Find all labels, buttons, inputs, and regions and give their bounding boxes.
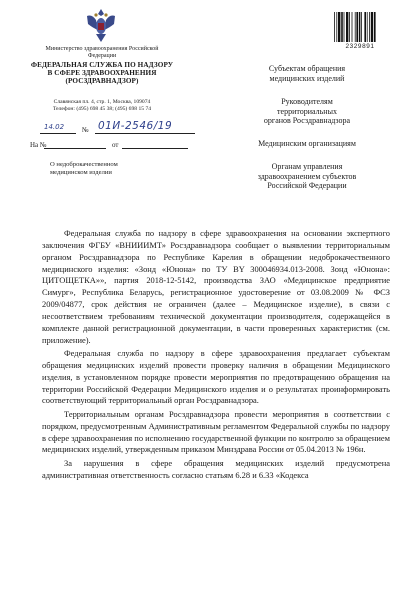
addressee-line: Медицинским организациям xyxy=(258,139,356,148)
from-label: от xyxy=(112,141,119,149)
address xyxy=(30,99,174,113)
registration-date: 14.02 xyxy=(44,123,65,131)
addressee-line: территориальных xyxy=(277,106,337,116)
on-no-underline xyxy=(44,148,106,149)
addressee-line: органов Росздравнадзора xyxy=(263,116,351,126)
addressee xyxy=(232,139,382,149)
body-paragraph: Федеральная служба по надзору в сфере здравоохранения предлагает субъектам обращения медицинских изделий провести проверку наличия в обращении Медицинского изделия, в установленном порядке провести мероприятия по предотвращению обращения на территории Российской Федерации Медицинского изделия и о результатах проинформировать соответствующий территориальный орган Росздравнадзора. xyxy=(42,348,390,406)
ministry-name: Министерство здравоохранения Российской Федерации xyxy=(45,46,159,59)
letter-body xyxy=(42,228,390,483)
addressee xyxy=(232,97,382,126)
address-line: Славянская пл. 4, стр. 1, Москва, 109074 xyxy=(53,99,151,105)
body-paragraph: Территориальным органам Росздравнадзора провести мероприятия в соответствии с порядком, предусмотренным Административным регламентом Федеральной службы по надзору в сфере здравоохранения по исполнению государственной функции по контролю за обращением медицинских изделий, утвержденным приказом Минздрава России от 05.04.2013 № 196н. xyxy=(42,408,390,455)
number-underline xyxy=(95,133,195,134)
addressee xyxy=(232,64,382,83)
addressee-line: здравоохранением субъектов xyxy=(257,171,357,181)
service-name-line: В СФЕРЕ ЗДРАВООХРАНЕНИЯ xyxy=(47,69,157,78)
addressee-line: Руководителям xyxy=(281,97,333,106)
date-underline xyxy=(40,133,76,134)
barcode-number: 2329891 xyxy=(345,43,375,50)
addressee-line: Органам управления xyxy=(271,162,343,171)
service-name xyxy=(30,61,174,86)
service-name-line: (РОСЗДРАВНАДЗОР) xyxy=(65,77,139,86)
address-line: Телефон: (495) 698 45 38; (495) 698 15 74 xyxy=(52,106,152,112)
addressee-line: Субъектам обращения xyxy=(268,64,346,73)
reply-reference-row xyxy=(30,140,200,152)
body-paragraph: За нарушения в сфере обращения медицинских изделий предусмотрена административная ответственность согласно статьям 6.28 и 6.33 «Кодекса xyxy=(42,457,390,480)
registration-number: 01И-2546/19 xyxy=(98,120,173,132)
barcode-icon xyxy=(333,12,387,42)
subject-line: О недоброкачественном xyxy=(50,161,118,168)
subject-line: медицинском изделии xyxy=(50,169,112,176)
registration-row xyxy=(40,120,200,135)
on-no-label: На № xyxy=(30,141,47,149)
addressee-line: медицинских изделий xyxy=(269,73,345,83)
emblem-icon xyxy=(84,6,118,46)
body-paragraph: Федеральная служба по надзору в сфере здравоохранения на основании экспертного заключения ФГБУ «ВНИИИМТ» Росздравнадзора сообщает о выявлении территориальным органом Росздравнадзора по Республике Карелия в обращении недоброкачественного медицинского изделия: «Зонд «Юнона» по ТУ BY 300046934.013-2008. Зонд «Юнона»: ЦИТОЩЕТКА»», партия 2018-12-5142, производства ЗАО «Медицинское предприятие Симург», Республика Беларусь, регистрационное удостоверение от 03.08.2009 № ФСЗ 2009/04877, срок действия не ограничен (далее – Медицинское изделие), в связи с несоответствием требованиям технической документации производителя, содержащейся в комплекте данной регистрационной документации, в части проверенных характеристик (см. приложение). xyxy=(42,228,390,345)
from-underline xyxy=(122,148,188,149)
service-name-line: ФЕДЕРАЛЬНАЯ СЛУЖБА ПО НАДЗОРУ xyxy=(30,61,174,69)
letter-subject xyxy=(50,161,170,177)
addressee-line: Российской Федерации xyxy=(267,181,347,191)
number-label: № xyxy=(82,126,89,134)
addressee xyxy=(232,162,382,191)
